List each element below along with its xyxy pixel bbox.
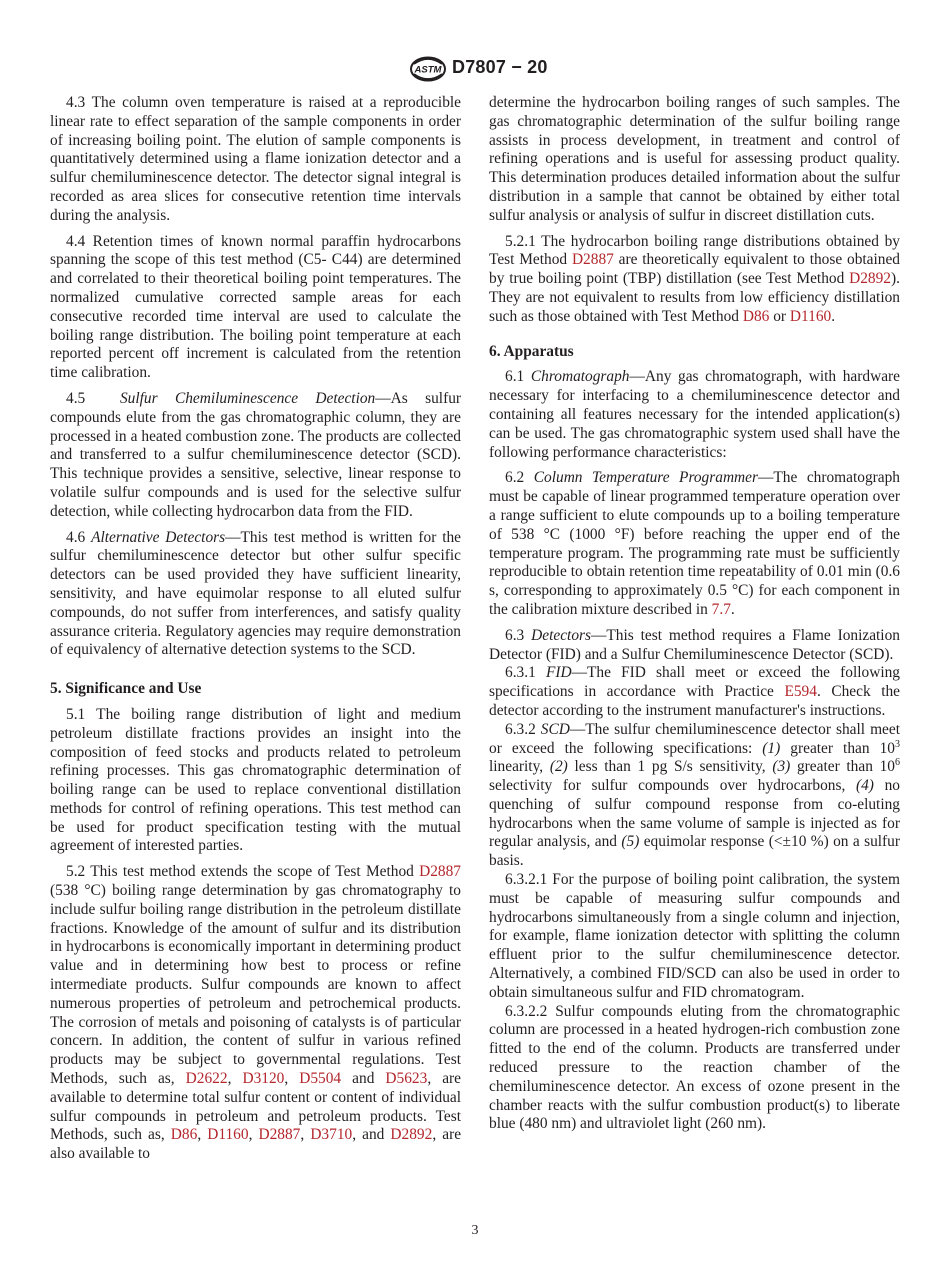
page-number: 3 xyxy=(471,1223,479,1238)
link-d2622[interactable]: D2622 xyxy=(185,1070,228,1088)
section-5-heading: 5. Significance and Use xyxy=(50,680,202,698)
link-d3710[interactable]: D3710 xyxy=(310,1126,353,1144)
document-designation: D7807 − 20 xyxy=(452,57,548,77)
section-6-3-2: 6.3.2 SCD—The sulfur chemiluminescence detector shall meet or exceed the following specifications: (1) greater than $10^3$ linearity, (2) less than 1 pg S/s sensitivity, (3) greater than $10^6$ selectivity for sulfur compounds over hydrocarbons, (4) no quenching of sulfur compound response from co-eluting hydrocarbons when the same volume of sample is injected as for regular analysis, and (5) equimolar response (<±10 %) on a sulfur basis. xyxy=(489,720,900,870)
section-6-3-2-1: 6.3.2.1 For the purpose of boiling point calibration, the system must be capable of measuring sulfur compounds and hydrocarbons simultaneously from a single column and injection, for example, flame ionization detector with splitting the column effluent prior to the sulfur chemiluminescence detector. Alternatively, a combined FID/SCD can also be used in order to obtain simultaneous sulfur and FID chromatogram. xyxy=(489,871,900,1001)
astm-logo-text: ASTM xyxy=(414,64,442,76)
link-d5623[interactable]: D5623 xyxy=(385,1070,428,1088)
link-d2892-2[interactable]: D2892 xyxy=(849,270,892,288)
link-d2887[interactable]: D2887 xyxy=(419,863,461,881)
link-d86[interactable]: D86 xyxy=(170,1126,198,1144)
section-4-5: 4.5 Sulfur Chemiluminescence Detection—As sulfur compounds elute from the gas chromatographic column, they are processed in a heated combustion zone. The products are collected and transferred to a sulfur chemiluminescence detector (SCD). This technique provides a sensitive, selective, linear response to volatile sulfur compounds and is used for the selective sulfur detection, while collecting hydrocarbon data from the FID. xyxy=(50,389,462,520)
section-4-4: 4.4 Retention times of known normal paraffin hydrocarbons spanning the scope of this test method (C5- C44) are determined and correlated to their theoretical boiling point temperatures. The normalized cumulative corrected sample areas for each consecutive recorded time interval are used to calculate the boiling range distribution. The boiling point temperature at each reported percent off increment is calculated from the retention time calibration. xyxy=(50,232,461,382)
section-5-2: 5.2 This test method extends the scope of Test Method D2887 (538 °C) boiling range determination by gas chromatography to include sulfur boiling range distribution in the petroleum distillate fractions. Knowledge of the amount of sulfur and its distribution in hydrocarbons is economically important in determining product value and in determining how best to process or refine intermediate products. Sulfur compounds are known to affect numerous properties of petroleum and petrochemical products. The corrosion of metals and poisoning of catalysts is of particular concern. In addition, the content of sulfur in various refined products may be subject to governmental regulations. Test Methods, such as, D2622, D3120, D5504 and D5623, are available to determine total sulfur content or content of individual sulfur compounds in petroleum and petroleum products. Test Methods, such as, D86, D1160, D2887, D3710, and D2892, are also available to xyxy=(50,863,462,1163)
section-6-3-1-title: FID xyxy=(545,664,572,682)
section-6-1: 6.1 Chromatograph—Any gas chromatograph, with hardware necessary for interfacing to a chemiluminescence detector and containing all features necessary for the intended application(s) can be used. The gas chromatographic system used shall have the following performance characteristics: xyxy=(489,368,900,461)
section-4-6-title: Alternative Detectors xyxy=(91,528,226,546)
section-6-3-2-2: 6.3.2.2 Sulfur compounds eluting from the chromatographic column are processed in a heated hydrogen-rich combustion zone fitted to the end of the column. Products are transferred under reduced pressure to the reaction chamber of the chemiluminescence detector. An excess of ozone present in the chamber reacts with the sulfur combustion product(s) to liberate blue (480 nm) and ultraviolet light (260 nm). xyxy=(489,1002,900,1133)
right-column xyxy=(489,94,900,1141)
astm-logo-icon xyxy=(408,56,448,82)
section-5-1: 5.1 The boiling range distribution of light and medium petroleum distillate fractions provides an insight into the composition of feed stocks and products related to petroleum refining processes. This gas chromatographic determination of boiling range can be used to replace conventional distillation methods for control of refining operations. This test method can be used for product specification testing with the mutual agreement of interested parties. xyxy=(50,705,461,855)
link-e594[interactable]: E594 xyxy=(784,683,817,701)
link-d2892[interactable]: D2892 xyxy=(390,1126,433,1144)
section-6-2: 6.2 Column Temperature Programmer—The chromatograph must be capable of linear programmed temperature operation over a range sufficient to elute compounds up to a boiling temperature of 538 °C (1000 °F) before reaching the upper end of the temperature program. The programming rate must be sufficiently reproducible to obtain retention time repeatability of 0.01 min (0.6 s, corresponding to approximately 0.5 °C) for each component in the calibration mixture described in 7.7. xyxy=(489,469,900,618)
section-4-3: 4.3 The column oven temperature is raised at a reproducible linear rate to effect separation of the sample components in order of increasing boiling point. The elution of sample components is quantitatively determined using a flame ionization detector and a sulfur chemiluminescence detector. The detector signal integral is recorded as area slices for consecutive retention time intervals during the analysis. xyxy=(50,94,461,224)
link-d3120[interactable]: D3120 xyxy=(242,1070,285,1088)
page-header xyxy=(0,56,950,86)
link-7-7[interactable]: 7.7 xyxy=(711,600,731,618)
section-4-6: 4.6 Alternative Detectors—This test method is written for the sulfur chemiluminescence detector but other sulfur specific detectors can be used provided they have sufficient linearity, sensitivity, and have equimolar response to all eluted sulfur compounds, do not suffer from interferences, and satisfy quality assurance criteria. Regulatory agencies may require demonstration of equivalency of alternative detection systems to the SCD. xyxy=(50,528,461,659)
section-6-3-2-title: SCD xyxy=(540,720,570,738)
section-6-1-title: Chromatograph xyxy=(530,368,630,386)
section-6-3-1: 6.3.1 FID—The FID shall meet or exceed the following specifications in accordance with Practice E594. Check the detector according to the instrument manufacturer's instructions. xyxy=(489,664,900,719)
section-5-2-continued: determine the hydrocarbon boiling ranges of such samples. The gas chromatographic determination of the sulfur boiling range assists in process development, in treatment and control of refining operations and is useful for assessing product quality. This determination produces detailed information about the sulfur distribution in a sample that cannot be obtained by either total sulfur analysis or analysis of sulfur in discreet distillation cuts. xyxy=(489,94,900,224)
link-d2887-2[interactable]: D2887 xyxy=(258,1126,301,1144)
link-d2887-3[interactable]: D2887 xyxy=(571,251,614,269)
section-4-5-title: Sulfur Chemiluminescence Detection xyxy=(119,389,376,407)
left-column xyxy=(50,94,461,1171)
section-6-2-title: Column Temperature Programmer xyxy=(533,469,758,487)
section-6-3: 6.3 Detectors—This test method requires a Flame Ionization Detector (FID) and a Sulfur Chemiluminescence Detector (SCD). xyxy=(489,626,900,663)
link-d86-2[interactable]: D86 xyxy=(742,307,770,325)
link-d5504[interactable]: D5504 xyxy=(299,1070,342,1088)
section-6-3-title: Detectors xyxy=(531,626,591,644)
section-6-heading: 6. Apparatus xyxy=(489,342,574,360)
link-d1160[interactable]: D1160 xyxy=(207,1126,249,1144)
section-5-2-1: 5.2.1 The hydrocarbon boiling range distributions obtained by Test Method D2887 are theoretically equivalent to those obtained by true boiling point (TBP) distillation (see Test Method D2892). They are not equivalent to results from low efficiency distillation such as those obtained with Test Method D86 or D1160. xyxy=(489,232,900,325)
link-d1160-2[interactable]: D1160 xyxy=(789,307,832,325)
